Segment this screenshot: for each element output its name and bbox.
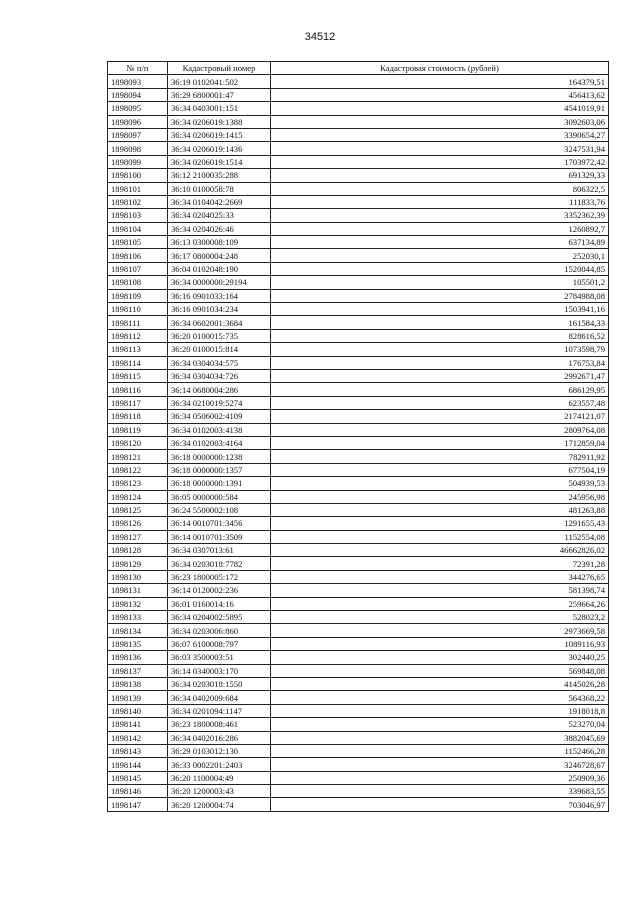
row-number-cell: 1898135	[108, 637, 168, 650]
row-number-cell: 1898095	[108, 102, 168, 115]
cadastral-value-cell: 1520044,85	[271, 262, 609, 275]
table-body	[108, 75, 609, 811]
cadastral-value-cell: 1503941,16	[271, 303, 609, 316]
table-row	[108, 410, 609, 423]
row-number-cell: 1898122	[108, 463, 168, 476]
row-number-cell: 1898142	[108, 731, 168, 744]
table-row	[108, 637, 609, 650]
cadastral-value-cell: 161584,33	[271, 316, 609, 329]
row-number-cell: 1898100	[108, 169, 168, 182]
row-number-cell: 1898121	[108, 450, 168, 463]
table-row	[108, 477, 609, 490]
table-row	[108, 276, 609, 289]
page-number: 34512	[304, 31, 336, 43]
row-number-cell: 1898105	[108, 236, 168, 249]
cadastral-value-cell: 252030,1	[271, 249, 609, 262]
cadastral-value-cell: 3352362,39	[271, 209, 609, 222]
table-row	[108, 436, 609, 449]
row-number-cell: 1898109	[108, 289, 168, 302]
cadastral-value-cell: 3247531,94	[271, 142, 609, 155]
cadastral-value-cell: 564368,22	[271, 691, 609, 704]
cadastral-number-cell: 36:14 0010701:3456	[168, 517, 271, 530]
cadastral-number-cell: 36:18 0000000:1238	[168, 450, 271, 463]
table-row	[108, 517, 609, 530]
cadastral-number-cell: 36:14 0010701:3509	[168, 530, 271, 543]
table-row	[108, 557, 609, 570]
table-row	[108, 75, 609, 88]
cadastral-value-cell: 250909,36	[271, 771, 609, 784]
cadastral-value-cell: 637134,89	[271, 236, 609, 249]
cadastral-value-cell: 245956,98	[271, 490, 609, 503]
cadastral-value-cell: 569848,08	[271, 664, 609, 677]
cadastral-number-cell: 36:34 0203018:1550	[168, 677, 271, 690]
table-row	[108, 356, 609, 369]
row-number-cell: 1898146	[108, 785, 168, 798]
table-row	[108, 222, 609, 235]
cadastral-number-cell: 36:34 0203006:860	[168, 624, 271, 637]
table-row	[108, 329, 609, 342]
row-number-cell: 1898127	[108, 530, 168, 543]
row-number-cell: 1898112	[108, 329, 168, 342]
cadastral-number-cell: 36:34 0206019:1415	[168, 128, 271, 141]
cadastral-number-cell: 36:34 0204025:33	[168, 209, 271, 222]
cadastral-number-cell: 36:23 1800005:172	[168, 570, 271, 583]
table-row	[108, 718, 609, 731]
cadastral-value-cell: 3246728,67	[271, 758, 609, 771]
table-row	[108, 195, 609, 208]
table-row	[108, 785, 609, 798]
column-header-row-number: № п/п	[108, 62, 168, 75]
table-row	[108, 249, 609, 262]
cadastral-value-cell: 528023,2	[271, 611, 609, 624]
table-header-row	[108, 62, 609, 75]
cadastral-value-cell: 2784988,08	[271, 289, 609, 302]
row-number-cell: 1898125	[108, 503, 168, 516]
table-row	[108, 691, 609, 704]
cadastral-value-cell: 828616,52	[271, 329, 609, 342]
cadastral-number-cell: 36:34 0304034:726	[168, 369, 271, 382]
column-header-cadastral-number: Кадастровый номер	[168, 62, 271, 75]
cadastral-number-cell: 36:18 0000000:1391	[168, 477, 271, 490]
row-number-cell: 1898133	[108, 611, 168, 624]
row-number-cell: 1898101	[108, 182, 168, 195]
table-row	[108, 597, 609, 610]
cadastral-value-cell: 46662826,02	[271, 544, 609, 557]
cadastral-value-cell: 3882045,69	[271, 731, 609, 744]
cadastral-number-cell: 36:34 0402009:684	[168, 691, 271, 704]
cadastral-value-cell: 1152554,08	[271, 530, 609, 543]
row-number-cell: 1898147	[108, 798, 168, 811]
cadastral-number-cell: 36:34 0403001:151	[168, 102, 271, 115]
cadastral-value-cell: 72391,28	[271, 557, 609, 570]
cadastral-number-cell: 36:03 3500003:51	[168, 651, 271, 664]
row-number-cell: 1898134	[108, 624, 168, 637]
row-number-cell: 1898132	[108, 597, 168, 610]
row-number-cell: 1898117	[108, 396, 168, 409]
row-number-cell: 1898139	[108, 691, 168, 704]
row-number-cell: 1898094	[108, 88, 168, 101]
table-row	[108, 677, 609, 690]
row-number-cell: 1898128	[108, 544, 168, 557]
cadastral-number-cell: 36:07 6100008:797	[168, 637, 271, 650]
cadastral-value-cell: 1918018,8	[271, 704, 609, 717]
table-row	[108, 731, 609, 744]
cadastral-number-cell: 36:34 0206019:1388	[168, 115, 271, 128]
cadastral-value-cell: 456413,62	[271, 88, 609, 101]
cadastral-value-cell: 259664,26	[271, 597, 609, 610]
cadastral-value-cell: 4541019,91	[271, 102, 609, 115]
table-row	[108, 169, 609, 182]
table-row	[108, 128, 609, 141]
row-number-cell: 1898145	[108, 771, 168, 784]
cadastral-number-cell: 36:20 1200004:74	[168, 798, 271, 811]
cadastral-value-cell: 2973669,58	[271, 624, 609, 637]
table-row	[108, 155, 609, 168]
row-number-cell: 1898104	[108, 222, 168, 235]
table-row	[108, 343, 609, 356]
cadastral-number-cell: 36:18 0000000:1357	[168, 463, 271, 476]
row-number-cell: 1898114	[108, 356, 168, 369]
cadastral-number-cell: 36:16 0901033:164	[168, 289, 271, 302]
row-number-cell: 1898141	[108, 718, 168, 731]
table-row	[108, 102, 609, 115]
row-number-cell: 1898099	[108, 155, 168, 168]
cadastral-value-cell: 1291655,43	[271, 517, 609, 530]
cadastral-number-cell: 36:34 0102003:4164	[168, 436, 271, 449]
row-number-cell: 1898111	[108, 316, 168, 329]
table-row	[108, 704, 609, 717]
table-row	[108, 88, 609, 101]
cadastral-value-cell: 703046,97	[271, 798, 609, 811]
row-number-cell: 1898131	[108, 584, 168, 597]
table-row	[108, 651, 609, 664]
cadastral-value-cell: 1152466,28	[271, 744, 609, 757]
cadastral-number-cell: 36:29 6800001:47	[168, 88, 271, 101]
cadastral-value-cell: 504939,53	[271, 477, 609, 490]
table-row	[108, 503, 609, 516]
cadastral-number-cell: 36:34 0000000:29194	[168, 276, 271, 289]
cadastral-value-cell: 339683,55	[271, 785, 609, 798]
row-number-cell: 1898110	[108, 303, 168, 316]
row-number-cell: 1898144	[108, 758, 168, 771]
cadastral-number-cell: 36:20 1200003:43	[168, 785, 271, 798]
cadastral-value-cell: 2809764,08	[271, 423, 609, 436]
cadastral-number-cell: 36:34 0104042:2669	[168, 195, 271, 208]
cadastral-number-cell: 36:34 0204026:46	[168, 222, 271, 235]
row-number-cell: 1898124	[108, 490, 168, 503]
table-row	[108, 530, 609, 543]
column-header-cadastral-value: Кадастровая стоимость (рублей)	[271, 62, 609, 75]
table-row	[108, 798, 609, 811]
cadastral-number-cell: 36:20 0100015:735	[168, 329, 271, 342]
cadastral-value-cell: 2992671,47	[271, 369, 609, 382]
table-row	[108, 490, 609, 503]
row-number-cell: 1898129	[108, 557, 168, 570]
table-row	[108, 303, 609, 316]
cadastral-value-cell: 782911,92	[271, 450, 609, 463]
row-number-cell: 1898126	[108, 517, 168, 530]
table-row	[108, 383, 609, 396]
cadastral-value-cell: 164379,51	[271, 75, 609, 88]
table-row	[108, 423, 609, 436]
row-number-cell: 1898093	[108, 75, 168, 88]
table-row	[108, 744, 609, 757]
row-number-cell: 1898102	[108, 195, 168, 208]
cadastral-value-cell: 1703972,42	[271, 155, 609, 168]
cadastral-number-cell: 36:34 0206019:1436	[168, 142, 271, 155]
row-number-cell: 1898140	[108, 704, 168, 717]
cadastral-value-cell: 4145026,28	[271, 677, 609, 690]
cadastral-value-cell: 111833,76	[271, 195, 609, 208]
cadastral-number-cell: 36:12 2100035:288	[168, 169, 271, 182]
row-number-cell: 1898136	[108, 651, 168, 664]
row-number-cell: 1898106	[108, 249, 168, 262]
cadastral-number-cell: 36:34 0602001:3684	[168, 316, 271, 329]
row-number-cell: 1898098	[108, 142, 168, 155]
cadastral-number-cell: 36:24 5500002:108	[168, 503, 271, 516]
cadastral-number-cell: 36:34 0102003:4138	[168, 423, 271, 436]
row-number-cell: 1898096	[108, 115, 168, 128]
table-row	[108, 396, 609, 409]
cadastral-value-cell: 523270,04	[271, 718, 609, 731]
row-number-cell: 1898130	[108, 570, 168, 583]
cadastral-number-cell: 36:34 0201094:1147	[168, 704, 271, 717]
cadastral-number-cell: 36:16 0901034:234	[168, 303, 271, 316]
cadastral-number-cell: 36:34 0204002:5895	[168, 611, 271, 624]
row-number-cell: 1898119	[108, 423, 168, 436]
cadastral-number-cell: 36:34 0304034:575	[168, 356, 271, 369]
cadastral-value-cell: 2174121,07	[271, 410, 609, 423]
cadastral-number-cell: 36:34 0402016:286	[168, 731, 271, 744]
cadastral-number-cell: 36:34 0307013:61	[168, 544, 271, 557]
cadastral-number-cell: 36:04 0102048:190	[168, 262, 271, 275]
row-number-cell: 1898116	[108, 383, 168, 396]
cadastral-value-cell: 344276,65	[271, 570, 609, 583]
row-number-cell: 1898137	[108, 664, 168, 677]
cadastral-number-cell: 36:20 1100004:49	[168, 771, 271, 784]
table-row	[108, 115, 609, 128]
cadastral-value-cell: 1089116,93	[271, 637, 609, 650]
cadastral-number-cell: 36:19 0102041:502	[168, 75, 271, 88]
table-row	[108, 463, 609, 476]
row-number-cell: 1898123	[108, 477, 168, 490]
cadastral-value-cell: 806322,5	[271, 182, 609, 195]
cadastral-number-cell: 36:17 0800004:248	[168, 249, 271, 262]
cadastral-number-cell: 36:23 1800008:461	[168, 718, 271, 731]
cadastral-value-cell: 1712859,04	[271, 436, 609, 449]
table-row	[108, 182, 609, 195]
cadastral-value-cell: 677504,19	[271, 463, 609, 476]
row-number-cell: 1898097	[108, 128, 168, 141]
table-row	[108, 209, 609, 222]
table-row	[108, 236, 609, 249]
cadastral-value-table	[107, 61, 609, 812]
row-number-cell: 1898118	[108, 410, 168, 423]
cadastral-value-cell: 581398,74	[271, 584, 609, 597]
cadastral-number-cell: 36:10 0100058:78	[168, 182, 271, 195]
cadastral-value-cell: 691329,33	[271, 169, 609, 182]
row-number-cell: 1898107	[108, 262, 168, 275]
cadastral-number-cell: 36:29 0103012:130	[168, 744, 271, 757]
row-number-cell: 1898113	[108, 343, 168, 356]
cadastral-number-cell: 36:33 0002201:2403	[168, 758, 271, 771]
cadastral-value-cell: 1260892,7	[271, 222, 609, 235]
cadastral-value-cell: 105501,2	[271, 276, 609, 289]
table-row	[108, 289, 609, 302]
row-number-cell: 1898120	[108, 436, 168, 449]
cadastral-value-cell: 481263,88	[271, 503, 609, 516]
cadastral-number-cell: 36:34 0210019:5274	[168, 396, 271, 409]
cadastral-value-cell: 3092603,06	[271, 115, 609, 128]
cadastral-number-cell: 36:01 0160014:16	[168, 597, 271, 610]
table-row	[108, 262, 609, 275]
cadastral-number-cell: 36:34 0506002:4109	[168, 410, 271, 423]
cadastral-number-cell: 36:13 0300008:109	[168, 236, 271, 249]
cadastral-value-cell: 176753,84	[271, 356, 609, 369]
row-number-cell: 1898143	[108, 744, 168, 757]
table-row	[108, 771, 609, 784]
cadastral-value-cell: 1073598,79	[271, 343, 609, 356]
cadastral-value-cell: 623557,48	[271, 396, 609, 409]
table-row	[108, 624, 609, 637]
cadastral-value-cell: 686129,95	[271, 383, 609, 396]
table-row	[108, 369, 609, 382]
cadastral-value-cell: 3390654,27	[271, 128, 609, 141]
table-row	[108, 611, 609, 624]
table-row	[108, 316, 609, 329]
cadastral-number-cell: 36:34 0203018:7782	[168, 557, 271, 570]
table-row	[108, 544, 609, 557]
table-row	[108, 758, 609, 771]
row-number-cell: 1898103	[108, 209, 168, 222]
cadastral-number-cell: 36:14 0680004:286	[168, 383, 271, 396]
table-row	[108, 142, 609, 155]
cadastral-value-cell: 302440,25	[271, 651, 609, 664]
row-number-cell: 1898108	[108, 276, 168, 289]
table-row	[108, 570, 609, 583]
cadastral-number-cell: 36:20 0100015:814	[168, 343, 271, 356]
table-row	[108, 450, 609, 463]
row-number-cell: 1898115	[108, 369, 168, 382]
cadastral-number-cell: 36:14 0120002:236	[168, 584, 271, 597]
table-row	[108, 664, 609, 677]
cadastral-number-cell: 36:05 0000000:584	[168, 490, 271, 503]
table-row	[108, 584, 609, 597]
cadastral-number-cell: 36:14 0340003:170	[168, 664, 271, 677]
row-number-cell: 1898138	[108, 677, 168, 690]
cadastral-number-cell: 36:34 0206019:1514	[168, 155, 271, 168]
